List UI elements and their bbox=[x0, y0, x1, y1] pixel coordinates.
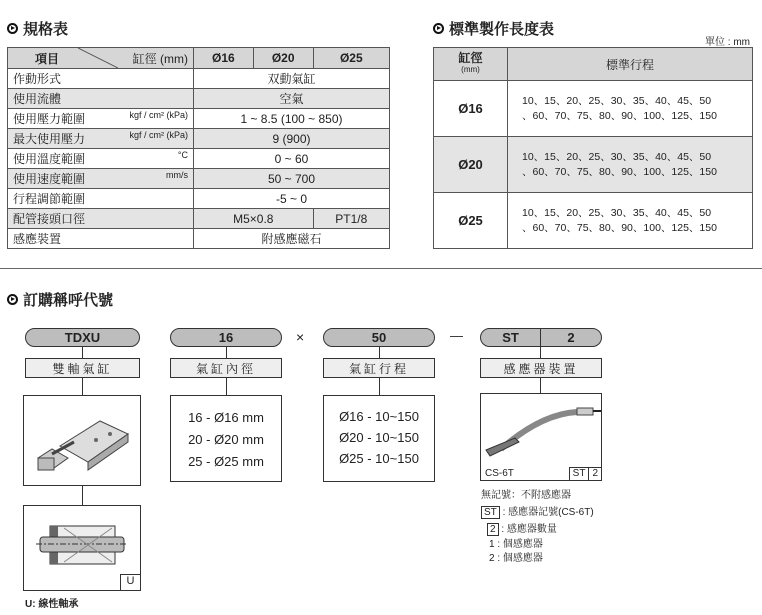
stroke-values: 10、15、20、25、30、35、40、45、50 、60、70、75、80、90、100、125、150 bbox=[508, 137, 753, 193]
dash-sign: — bbox=[450, 328, 463, 343]
stroke-bore: Ø25 bbox=[434, 193, 508, 249]
stroke-options-box bbox=[323, 395, 435, 482]
spec-value: 50 ~ 700 bbox=[194, 169, 390, 189]
spec-row bbox=[8, 209, 390, 229]
stroke-header-bore: 缸徑 (mm) bbox=[434, 48, 508, 81]
diagonal-line bbox=[78, 48, 118, 68]
spec-table bbox=[7, 47, 390, 249]
unit-note: 單位 : mm bbox=[705, 37, 750, 48]
spec-value: M5×0.8 bbox=[194, 209, 314, 229]
spec-title: 規格表 bbox=[7, 18, 68, 39]
spec-value: 9 (900) bbox=[194, 129, 390, 149]
code-stroke: 50 bbox=[323, 328, 435, 347]
stroke-row bbox=[434, 137, 753, 193]
spec-value: 0 ~ 60 bbox=[194, 149, 390, 169]
stroke-values: 10、15、20、25、30、35、40、45、50 、60、70、75、80、90、100、125、150 bbox=[508, 193, 753, 249]
spec-row bbox=[8, 69, 390, 89]
play-bullet-icon bbox=[7, 23, 18, 34]
label-sensor: 感應器裝置 bbox=[480, 358, 602, 378]
spec-header-item: 項目 缸徑 (mm) bbox=[8, 48, 194, 69]
spec-label: 感應裝置 bbox=[8, 229, 194, 249]
sensor-icon bbox=[481, 394, 601, 464]
spec-label: 作動形式 bbox=[8, 69, 194, 89]
code-sensor: ST 2 bbox=[480, 328, 602, 347]
spec-row bbox=[8, 169, 390, 189]
label-model: 雙軸氣缸 bbox=[25, 358, 140, 378]
bearing-image bbox=[23, 505, 141, 591]
sensor-tag: ST 2 bbox=[569, 467, 601, 480]
spec-label: 使用流體 bbox=[8, 89, 194, 109]
bore-option: 20 - Ø20 mm bbox=[188, 432, 264, 447]
cylinder-image bbox=[23, 395, 141, 486]
col-25: Ø25 bbox=[313, 48, 389, 69]
play-bullet-icon bbox=[7, 294, 18, 305]
col-16: Ø16 bbox=[194, 48, 254, 69]
spec-value: 双動氣缸 bbox=[194, 69, 390, 89]
order-title: 訂購稱呼代號 bbox=[7, 289, 113, 310]
spec-value: 空氣 bbox=[194, 89, 390, 109]
sensor-notes: 無記號：不附感應器 ST : 感應器記號(CS-6T) 2 : 感應器數量 1 : 個感應器 2 : 個感應器 bbox=[481, 490, 594, 564]
bore-option: 25 - Ø25 mm bbox=[188, 454, 264, 469]
spec-value: 附感應磁石 bbox=[194, 229, 390, 249]
spec-value: PT1/8 bbox=[313, 209, 389, 229]
bearing-tag: U bbox=[120, 574, 140, 590]
times-sign: × bbox=[296, 329, 305, 345]
label-bore: 氣缸內徑 bbox=[170, 358, 282, 378]
stroke-table bbox=[433, 47, 753, 249]
label-stroke: 氣缸行程 bbox=[323, 358, 435, 378]
bearing-note: U: 線性軸承 bbox=[25, 599, 79, 610]
stroke-option: Ø20 - 10~150 bbox=[339, 430, 419, 445]
spec-label: 使用壓力範圍 kgf / cm² (kPa) bbox=[8, 109, 194, 129]
stroke-values: 10、15、20、25、30、35、40、45、50 、60、70、75、80、90、100、125、150 bbox=[508, 81, 753, 137]
stroke-header-strokes: 標準行程 bbox=[508, 48, 753, 81]
spec-row bbox=[8, 89, 390, 109]
spec-row bbox=[8, 109, 390, 129]
stroke-row bbox=[434, 193, 753, 249]
spec-row bbox=[8, 129, 390, 149]
spec-value: 1 ~ 8.5 (100 ~ 850) bbox=[194, 109, 390, 129]
stroke-option: Ø16 - 10~150 bbox=[339, 409, 419, 424]
col-20: Ø20 bbox=[253, 48, 313, 69]
spec-label: 使用速度範圍 mm/s bbox=[8, 169, 194, 189]
spec-row bbox=[8, 229, 390, 249]
divider bbox=[0, 268, 762, 269]
play-bullet-icon bbox=[433, 23, 444, 34]
cylinder-icon bbox=[24, 396, 140, 485]
spec-value: -5 ~ 0 bbox=[194, 189, 390, 209]
spec-label: 配管接頭口徑 bbox=[8, 209, 194, 229]
spec-row bbox=[8, 189, 390, 209]
stroke-bore: Ø20 bbox=[434, 137, 508, 193]
bore-options-box bbox=[170, 395, 282, 482]
stroke-bore: Ø16 bbox=[434, 81, 508, 137]
spec-label: 使用溫度範圍 °C bbox=[8, 149, 194, 169]
spec-label: 行程調節範圍 bbox=[8, 189, 194, 209]
code-model: TDXU bbox=[25, 328, 140, 347]
code-bore: 16 bbox=[170, 328, 282, 347]
sensor-model: CS-6T bbox=[485, 468, 514, 479]
stroke-option: Ø25 - 10~150 bbox=[339, 451, 419, 466]
spec-row bbox=[8, 149, 390, 169]
bore-option: 16 - Ø16 mm bbox=[188, 410, 264, 425]
spec-label: 最大使用壓力 kgf / cm² (kPa) bbox=[8, 129, 194, 149]
stroke-title: 標準製作長度表 bbox=[433, 18, 554, 39]
stroke-row bbox=[434, 81, 753, 137]
sensor-image bbox=[480, 393, 602, 481]
